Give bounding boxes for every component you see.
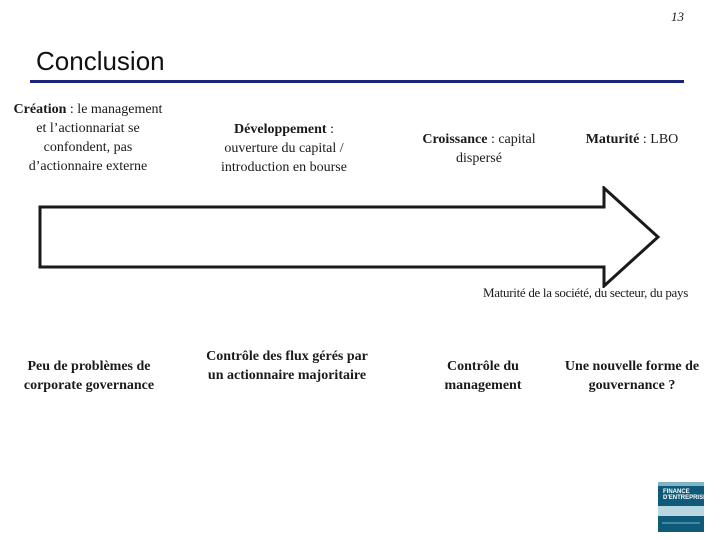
- stage-croissance-label: Croissance: [422, 132, 488, 147]
- issue-creation: Peu de problèmes de corporate governance: [23, 359, 155, 393]
- book-cover-top-band: [658, 482, 704, 486]
- stage-creation: [12, 100, 164, 176]
- stage-creation-label: Création: [13, 102, 67, 117]
- page-number: 13: [671, 9, 684, 24]
- maturity-arrow: [38, 186, 662, 288]
- book-cover-illustration: [658, 506, 704, 516]
- issue-developpement: Contrôle des flux gérés par un actionnaire majoritaire: [206, 349, 368, 383]
- stage-maturite-label: Maturité: [585, 132, 640, 147]
- slide-title: Conclusion: [36, 46, 165, 76]
- stage-developpement-text: : ouverture du capital / introduction en bourse: [221, 122, 347, 175]
- book-cover-image: [658, 482, 708, 532]
- stage-croissance-text: : capital dispersé: [456, 132, 536, 166]
- book-cover-footer-line: [662, 522, 700, 524]
- stage-maturite: [570, 130, 694, 149]
- stage-croissance: [404, 130, 554, 168]
- stage-developpement-label: Développement: [234, 122, 327, 137]
- book-cover-title: [663, 489, 707, 501]
- title-underline: [30, 80, 684, 83]
- issue-croissance: Contrôle du management: [444, 359, 522, 393]
- issue-maturite: Une nouvelle forme de gouvernance ?: [564, 359, 700, 393]
- stage-creation-text: : le management et l’actionnariat se confondent, pas d’actionnaire externe: [28, 102, 163, 174]
- book-cover-title-line2: D'ENTREPRISE: [663, 495, 708, 501]
- stage-developpement: [206, 120, 362, 177]
- stage-maturite-text: : LBO: [639, 132, 679, 147]
- book-cover-title-line1: FINANCE: [663, 489, 690, 495]
- maturity-axis-label: Maturité de la société, du secteur, du pays: [483, 285, 688, 300]
